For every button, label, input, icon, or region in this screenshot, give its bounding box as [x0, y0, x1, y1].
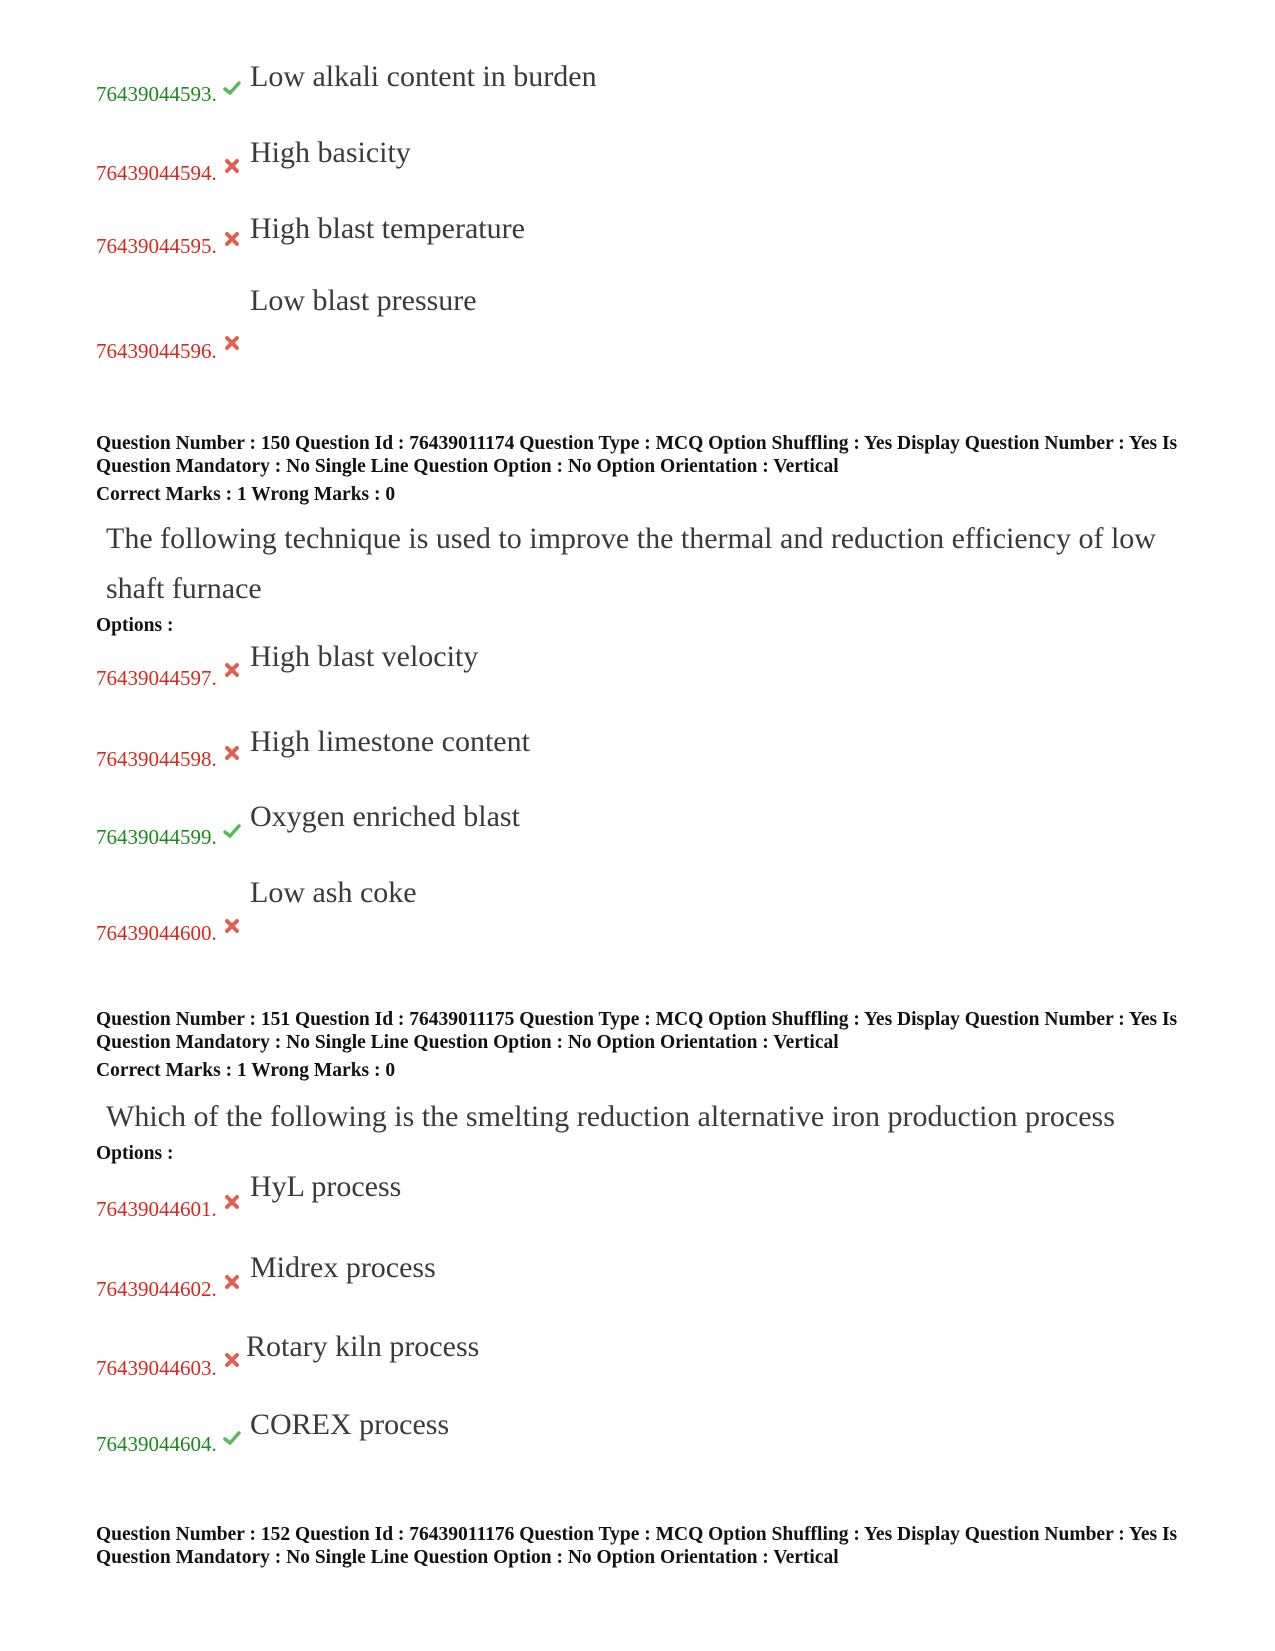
option-id: 76439044601. [96, 1197, 217, 1221]
option-row [0, 284, 1275, 364]
question-text: The following technique is used to improve the thermal and reduction efficiency of low shaft furnace [106, 522, 1156, 605]
options-label: Options : [96, 615, 174, 636]
option-id: 76439044599. [96, 825, 217, 849]
option-text: High blast temperature [250, 212, 525, 245]
cross-icon [222, 1272, 242, 1292]
option-row [0, 212, 1275, 292]
option-row [0, 1408, 1275, 1488]
option-row [0, 60, 1275, 140]
option-id: 76439044595. [96, 234, 217, 258]
option-text: Midrex process [250, 1251, 436, 1284]
question-meta: Question Number : 150 Question Id : 76439011174 Question Type : MCQ Option Shuffling : Yes Display Question Number : Yes Is Question Mandatory : No Single Line Question Option : No Option Orientation : Vertical [96, 433, 1178, 477]
option-text: Low alkali content in burden [250, 60, 597, 93]
option-id: 76439044600. [96, 921, 217, 945]
option-row [0, 800, 1275, 880]
option-row [0, 725, 1275, 805]
option-id: 76439044593. [96, 82, 217, 106]
option-text: COREX process [250, 1408, 450, 1441]
option-row [0, 640, 1275, 720]
cross-icon [222, 333, 242, 353]
option-id: 76439044594. [96, 161, 217, 185]
cross-icon [222, 743, 242, 763]
cross-icon [222, 916, 242, 936]
option-text: Low blast pressure [250, 284, 477, 317]
cross-icon [222, 156, 242, 176]
option-id: 76439044597. [96, 666, 217, 690]
check-icon [222, 1428, 242, 1448]
option-id: 76439044602. [96, 1277, 217, 1301]
check-icon [222, 821, 242, 841]
cross-icon [222, 660, 242, 680]
option-row [0, 1251, 1275, 1331]
option-row [0, 136, 1275, 216]
option-id: 76439044596. [96, 339, 217, 363]
cross-icon [222, 1192, 242, 1212]
option-id: 76439044603. [96, 1356, 217, 1380]
question-marks: Correct Marks : 1 Wrong Marks : 0 [96, 484, 396, 505]
option-row [0, 876, 1275, 956]
question-meta: Question Number : 151 Question Id : 76439011175 Question Type : MCQ Option Shuffling : Yes Display Question Number : Yes Is Question Mandatory : No Single Line Question Option : No Option Orientation : Vertical [96, 1009, 1178, 1053]
cross-icon [222, 1350, 242, 1370]
check-icon [222, 78, 242, 98]
option-text: Rotary kiln process [246, 1330, 480, 1363]
option-row [0, 1330, 1275, 1410]
option-text: High limestone content [250, 725, 530, 758]
question-meta: Question Number : 152 Question Id : 76439011176 Question Type : MCQ Option Shuffling : Yes Display Question Number : Yes Is Question Mandatory : No Single Line Question Option : No Option Orientation : Vertical [96, 1524, 1178, 1568]
option-text: Oxygen enriched blast [250, 800, 520, 833]
option-text: High basicity [250, 136, 411, 169]
question-marks: Correct Marks : 1 Wrong Marks : 0 [96, 1060, 396, 1081]
options-label: Options : [96, 1143, 174, 1164]
option-text: HyL process [250, 1170, 402, 1203]
option-text: Low ash coke [250, 876, 417, 909]
option-text: High blast velocity [250, 640, 479, 673]
option-id: 76439044604. [96, 1432, 217, 1456]
cross-icon [222, 229, 242, 249]
option-id: 76439044598. [96, 747, 217, 771]
question-text: Which of the following is the smelting reduction alternative iron production process [106, 1100, 1115, 1133]
option-row [0, 1170, 1275, 1250]
